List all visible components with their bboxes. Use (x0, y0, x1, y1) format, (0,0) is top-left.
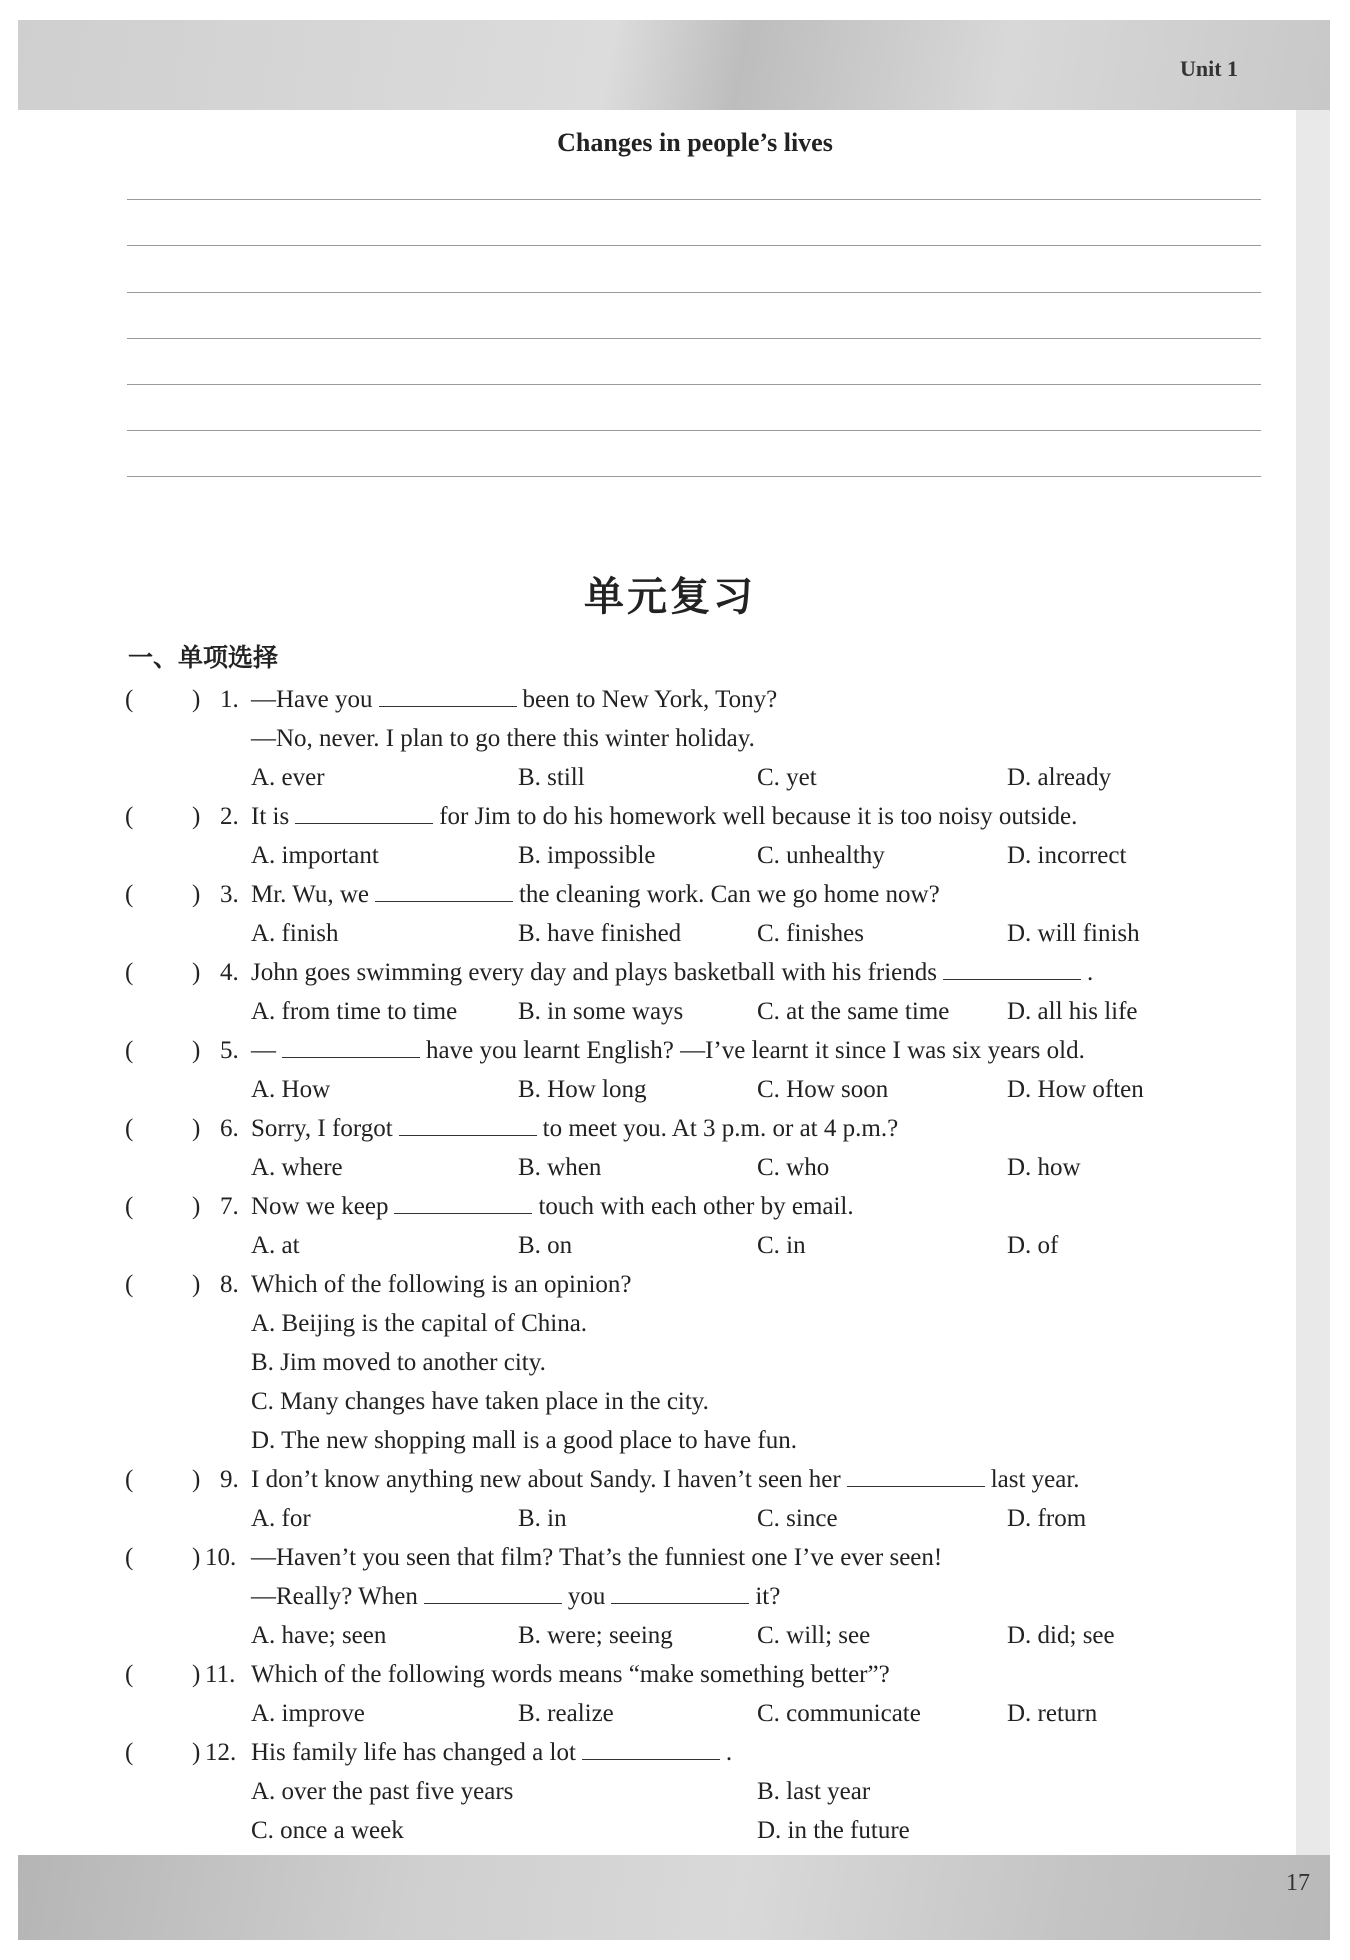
answer-paren-close[interactable]: ) (192, 1661, 201, 1688)
option-a: A. where (251, 1154, 343, 1181)
answer-paren-close[interactable]: ) (192, 1544, 201, 1571)
option-d: D. The new shopping mall is a good place to have fun. (251, 1427, 797, 1454)
option-a: A. Beijing is the capital of China. (251, 1310, 588, 1337)
answer-paren-open[interactable]: ( (125, 1661, 134, 1688)
option-a: A. How (251, 1076, 331, 1103)
question-text: I don’t know anything new about Sandy. I haven’t seen her last year. (251, 1466, 1080, 1493)
option-a: A. at (251, 1232, 300, 1259)
option-d: D. incorrect (1007, 842, 1127, 869)
question-number: 1. (220, 686, 239, 713)
answer-blank[interactable] (399, 1115, 537, 1136)
options-row (0, 842, 1300, 880)
options-row (0, 1700, 1300, 1738)
option-b: B. still (518, 764, 585, 791)
answer-paren-open[interactable]: ( (125, 959, 134, 986)
question-9 (0, 1466, 1300, 1504)
answer-paren-open[interactable]: ( (125, 1466, 134, 1493)
option-a: A. have; seen (251, 1622, 387, 1649)
option-a: A. for (251, 1505, 311, 1532)
writing-line[interactable] (127, 384, 1261, 385)
options-row (0, 1154, 1300, 1192)
question-text: —Haven’t you seen that film? That’s the funniest one I’ve ever seen! (251, 1544, 943, 1571)
answer-paren-open[interactable]: ( (125, 1115, 134, 1142)
options-row (0, 1505, 1300, 1543)
option-a: A. from time to time (251, 998, 458, 1025)
options-row (0, 764, 1300, 802)
question-text: John goes swimming every day and plays basketball with his friends . (251, 959, 1094, 986)
answer-paren-open[interactable]: ( (125, 686, 134, 713)
section-title: 单元复习 (584, 574, 756, 620)
answer-blank[interactable] (847, 1466, 985, 1487)
answer-paren-open[interactable]: ( (125, 1544, 134, 1571)
header-band (18, 20, 1330, 112)
option-b: B. Jim moved to another city. (251, 1349, 546, 1376)
question-2 (0, 803, 1300, 841)
options-row (0, 920, 1300, 958)
option-line (0, 1388, 1300, 1426)
question-text: —Really? When you it? (251, 1583, 781, 1610)
option-c: C. since (757, 1505, 838, 1532)
answer-blank[interactable] (424, 1583, 562, 1604)
answer-paren-close[interactable]: ) (192, 1037, 201, 1064)
answer-paren-open[interactable]: ( (125, 803, 134, 830)
question-text: —Have you been to New York, Tony? (251, 686, 778, 713)
page-number: 17 (1286, 1870, 1310, 1896)
answer-paren-close[interactable]: ) (192, 1115, 201, 1142)
option-d: D. all his life (1007, 998, 1138, 1025)
question-text: His family life has changed a lot . (251, 1739, 733, 1766)
option-c: C. once a week (251, 1817, 404, 1844)
answer-paren-close[interactable]: ) (192, 1193, 201, 1220)
question-1-line2 (0, 725, 1300, 763)
answer-paren-close[interactable]: ) (192, 803, 201, 830)
question-number: 5. (220, 1037, 239, 1064)
question-number: 9. (220, 1466, 239, 1493)
option-d: D. of (1007, 1232, 1059, 1259)
question-text: Sorry, I forgot to meet you. At 3 p.m. or at 4 p.m.? (251, 1115, 899, 1142)
option-d: D. How often (1007, 1076, 1144, 1103)
part-heading: 一、单项选择 (128, 643, 279, 672)
question-1 (0, 686, 1300, 724)
question-number: 12. (205, 1739, 237, 1766)
question-7 (0, 1193, 1300, 1231)
writing-line[interactable] (127, 338, 1261, 339)
answer-paren-close[interactable]: ) (192, 1271, 201, 1298)
option-c: C. unhealthy (757, 842, 885, 869)
option-b: B. last year (757, 1778, 871, 1805)
option-b: B. have finished (518, 920, 682, 947)
answer-paren-close[interactable]: ) (192, 686, 201, 713)
question-6 (0, 1115, 1300, 1153)
options-row (0, 1778, 1300, 1816)
answer-paren-open[interactable]: ( (125, 1271, 134, 1298)
answer-blank[interactable] (611, 1583, 749, 1604)
question-text: —No, never. I plan to go there this winter holiday. (251, 725, 755, 752)
answer-blank[interactable] (582, 1739, 720, 1760)
option-c: C. yet (757, 764, 817, 791)
option-a: A. finish (251, 920, 339, 947)
question-11 (0, 1661, 1300, 1699)
question-number: 7. (220, 1193, 239, 1220)
option-line (0, 1310, 1300, 1348)
option-b: B. when (518, 1154, 602, 1181)
option-b: B. impossible (518, 842, 656, 869)
option-c: C. How soon (757, 1076, 889, 1103)
writing-line[interactable] (127, 245, 1261, 246)
question-text: It is for Jim to do his homework well because it is too noisy outside. (251, 803, 1078, 830)
question-number: 4. (220, 959, 239, 986)
footer-band (18, 1855, 1330, 1940)
option-a: A. over the past five years (251, 1778, 514, 1805)
option-c: C. finishes (757, 920, 864, 947)
question-3 (0, 881, 1300, 919)
page-edge-shadow (1296, 110, 1330, 1855)
options-row (0, 1817, 1300, 1855)
option-d: D. how (1007, 1154, 1081, 1181)
option-d: D. will finish (1007, 920, 1140, 947)
writing-line[interactable] (127, 199, 1261, 200)
option-b: B. were; seeing (518, 1622, 673, 1649)
option-d: D. from (1007, 1505, 1087, 1532)
option-d: D. did; see (1007, 1622, 1115, 1649)
option-c: C. communicate (757, 1700, 921, 1727)
option-line (0, 1349, 1300, 1387)
options-row (0, 1232, 1300, 1270)
question-number: 11. (205, 1661, 236, 1688)
answer-blank[interactable] (295, 803, 433, 824)
option-a: A. important (251, 842, 379, 869)
question-text: Which of the following is an opinion? (251, 1271, 632, 1298)
answer-paren-close[interactable]: ) (192, 959, 201, 986)
option-a: A. improve (251, 1700, 365, 1727)
option-d: D. return (1007, 1700, 1098, 1727)
writing-line[interactable] (127, 476, 1261, 477)
answer-paren-close[interactable]: ) (192, 881, 201, 908)
option-c: C. at the same time (757, 998, 950, 1025)
answer-paren-open[interactable]: ( (125, 881, 134, 908)
question-text: Which of the following words means “make something better”? (251, 1661, 890, 1688)
option-d: D. already (1007, 764, 1112, 791)
option-b: B. How long (518, 1076, 647, 1103)
option-c: C. will; see (757, 1622, 871, 1649)
answer-paren-close[interactable]: ) (192, 1466, 201, 1493)
option-b: B. in some ways (518, 998, 684, 1025)
option-c: C. in (757, 1232, 806, 1259)
writing-line[interactable] (127, 430, 1261, 431)
answer-paren-open[interactable]: ( (125, 1739, 134, 1766)
options-row (0, 1622, 1300, 1660)
answer-blank[interactable] (282, 1037, 420, 1058)
question-12 (0, 1739, 1300, 1777)
question-5 (0, 1037, 1300, 1075)
answer-blank[interactable] (379, 686, 517, 707)
answer-blank[interactable] (394, 1193, 532, 1214)
answer-blank[interactable] (375, 881, 513, 902)
writing-title: Changes in people’s lives (557, 128, 833, 157)
question-number: 10. (205, 1544, 237, 1571)
option-c: C. who (757, 1154, 830, 1181)
question-8 (0, 1271, 1300, 1309)
options-row (0, 1076, 1300, 1114)
question-text: Mr. Wu, we the cleaning work. Can we go home now? (251, 881, 940, 908)
question-number: 3. (220, 881, 239, 908)
option-c: C. Many changes have taken place in the city. (251, 1388, 709, 1415)
question-text: Now we keep touch with each other by email. (251, 1193, 854, 1220)
question-4 (0, 959, 1300, 997)
question-number: 6. (220, 1115, 239, 1142)
question-text: — have you learnt English? —I’ve learnt it since I was six years old. (251, 1037, 1085, 1064)
option-a: A. ever (251, 764, 325, 791)
option-line (0, 1427, 1300, 1465)
question-10-line2 (0, 1583, 1300, 1621)
option-b: B. realize (518, 1700, 614, 1727)
answer-blank[interactable] (943, 959, 1081, 980)
option-d: D. in the future (757, 1817, 910, 1844)
writing-line[interactable] (127, 292, 1261, 293)
unit-label: Unit 1 (1180, 56, 1239, 81)
question-10 (0, 1544, 1300, 1582)
options-row (0, 998, 1300, 1036)
question-number: 2. (220, 803, 239, 830)
option-b: B. on (518, 1232, 573, 1259)
question-number: 8. (220, 1271, 239, 1298)
answer-paren-open[interactable]: ( (125, 1193, 134, 1220)
answer-paren-close[interactable]: ) (192, 1739, 201, 1766)
option-b: B. in (518, 1505, 567, 1532)
answer-paren-open[interactable]: ( (125, 1037, 134, 1064)
